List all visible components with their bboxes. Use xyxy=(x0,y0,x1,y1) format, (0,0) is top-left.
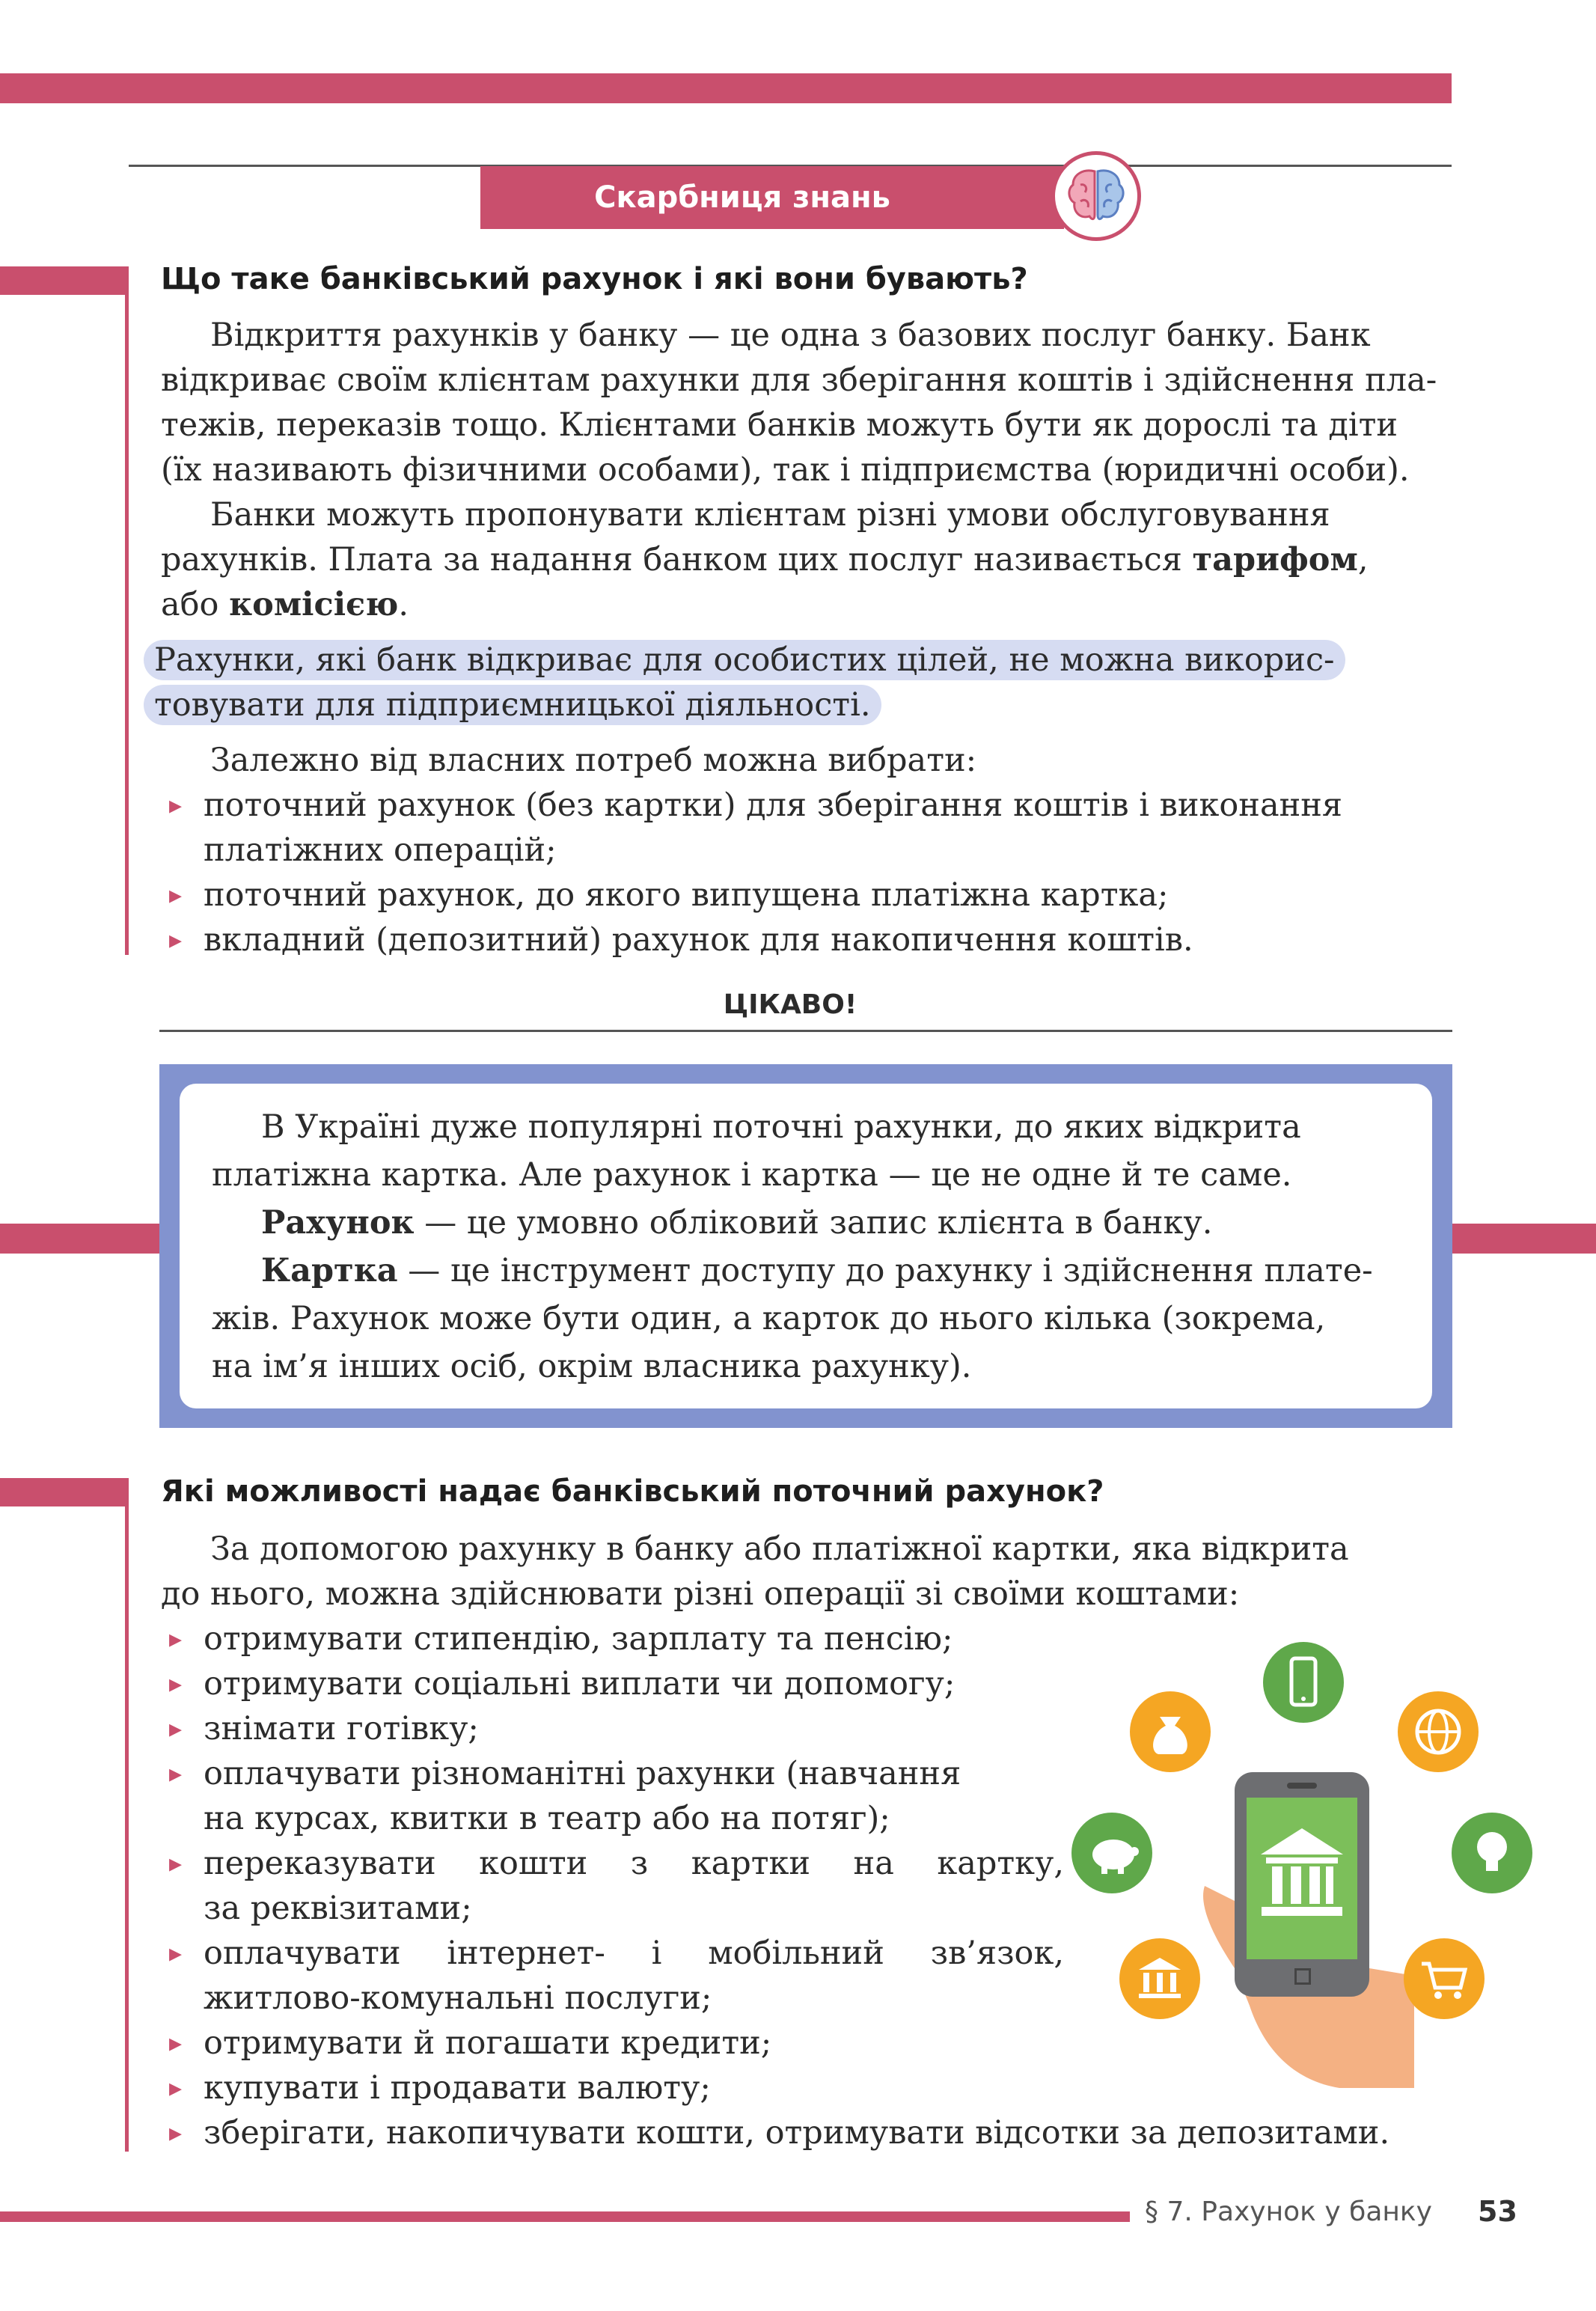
list-item-line: за реквізитами; xyxy=(204,1890,472,1927)
note-line xyxy=(212,1247,1404,1295)
list-item-line: ▸ оплачувати інтернет- і мобільний зв’язок, xyxy=(204,1935,1064,1972)
paragraph-accounts xyxy=(161,313,1448,627)
note-line xyxy=(212,1199,1404,1247)
text-span: , xyxy=(1357,541,1369,578)
highlighted-note xyxy=(144,638,1461,727)
brain-icon xyxy=(1051,151,1141,241)
list-item xyxy=(204,1751,1064,1841)
piggy-bank-icon xyxy=(1071,1813,1152,1893)
list-item: ▸ отримувати й погашати кредити; xyxy=(204,2021,1453,2066)
smartphone-icon xyxy=(1263,1642,1344,1723)
bank-building-icon xyxy=(1257,1825,1347,1922)
highlight-line: Рахунки, які банк відкриває для особистих цілей, не можна викорис- xyxy=(144,640,1345,680)
text-line xyxy=(161,582,1448,627)
list-item: ▸ купувати і продавати валюту; xyxy=(204,2066,1453,2110)
list-item: ▸ знімати готівку; xyxy=(204,1706,1453,1751)
text-span: рахунків. Плата за надання банком цих послуг називається xyxy=(161,541,1193,578)
top-accent-bar xyxy=(0,73,1452,103)
page-number: 53 xyxy=(1478,2195,1517,2228)
text-line: до нього, можна здійснювати різні операції зі своїми коштами: xyxy=(161,1575,1240,1613)
phone-speaker xyxy=(1287,1783,1317,1789)
bank-icon xyxy=(1119,1938,1200,2019)
footer-accent-bar xyxy=(0,2211,1130,2222)
note-line: жів. Рахунок може бути один, а карток до нього кілька (зокрема, xyxy=(212,1300,1326,1337)
term-commission: комісією xyxy=(229,586,399,623)
list-item-line: ▸ оплачувати різноманітні рахунки (навчання xyxy=(204,1755,961,1792)
section-heading: Які можливості надає банківський поточний рахунок? xyxy=(161,1474,1104,1509)
smartphone-device xyxy=(1235,1772,1369,1997)
text-line: відкриває своїм клієнтам рахунки для зберігання коштів і здійснення пла- xyxy=(161,361,1437,399)
text-span: . xyxy=(398,586,409,623)
list-item-line: на курсах, квитки в театр або на потяг); xyxy=(204,1800,890,1837)
section-heading: Що таке банківський рахунок і які вони бувають? xyxy=(161,262,1028,296)
section-tab xyxy=(0,266,129,295)
note-line: на ім’я інших осіб, окрім власника рахунку). xyxy=(212,1348,972,1385)
text-line xyxy=(161,537,1448,582)
phone-home-button xyxy=(1294,1968,1311,1985)
list-item-line: житлово-комунальні послуги; xyxy=(204,1979,712,2017)
list-item xyxy=(204,1931,1064,2021)
note-line: платіжна картка. Але рахунок і картка — це не одне й те саме. xyxy=(212,1156,1292,1194)
list-item: ▸ отримувати соціальні виплати чи допомогу; xyxy=(204,1661,1453,1706)
operations-intro xyxy=(161,1527,1448,1617)
text-line: Відкриття рахунків у банку — це одна з базових послуг банку. Банк xyxy=(210,317,1371,354)
list-item xyxy=(204,783,1453,873)
list-item xyxy=(204,1841,1064,1931)
list-item-line: платіжних операцій; xyxy=(204,831,557,869)
right-accent-bar xyxy=(1432,1224,1596,1254)
banking-illustration xyxy=(1063,1631,1541,2095)
globe-payment-icon xyxy=(1398,1691,1479,1772)
term-tariff: тарифом xyxy=(1192,541,1358,578)
choose-intro: Залежно від власних потреб можна вибрати: xyxy=(210,742,977,779)
text-span: — це умовно обліковий запис клієнта в банку. xyxy=(414,1204,1213,1242)
interesting-rule xyxy=(159,1030,1452,1032)
text-line: Банки можуть пропонувати клієнтам різні умови обслуговування xyxy=(210,496,1330,534)
banner-title: Скарбниця знань xyxy=(480,166,1064,229)
money-bag-icon xyxy=(1130,1691,1211,1772)
section-tab xyxy=(0,1478,129,1506)
list-item: ▸ вкладний (депозитний) рахунок для накопичення коштів. xyxy=(204,918,1453,962)
list-item: ▸ отримувати стипендію, зарплату та пенсію; xyxy=(204,1617,1453,1661)
left-accent-bar xyxy=(0,1224,180,1254)
shopping-cart-icon xyxy=(1404,1938,1485,2019)
section-line xyxy=(125,1478,129,2152)
note-text xyxy=(212,1103,1404,1390)
highlight-line: товувати для підприємницької діяльності. xyxy=(144,685,881,725)
text-line: (їх називають фізичними особами), так і підприємства (юридичні особи). xyxy=(161,451,1410,489)
text-span: — це інструмент доступу до рахунку і здійснення плате- xyxy=(397,1252,1373,1289)
term-card: Картка xyxy=(261,1252,398,1289)
list-item-line: ▸ переказувати кошти з картки на картку, xyxy=(204,1845,1064,1882)
lightbulb-icon xyxy=(1452,1813,1532,1893)
text-line: тежів, переказів тощо. Клієнтами банків можуть бути як дорослі та діти xyxy=(161,406,1398,444)
interesting-label: ЦІКАВО! xyxy=(723,989,857,1020)
term-account: Рахунок xyxy=(261,1204,415,1242)
text-line: За допомогою рахунку в банку або платіжної картки, яка відкрита xyxy=(210,1530,1349,1568)
list-item: ▸ зберігати, накопичувати кошти, отримувати відсотки за депозитами. xyxy=(204,2110,1476,2155)
footer-section-title: § 7. Рахунок у банку xyxy=(1145,2196,1432,2227)
section-line xyxy=(125,266,129,955)
note-line: В Україні дуже популярні поточні рахунки, до яких відкрита xyxy=(261,1108,1301,1146)
list-item: ▸ поточний рахунок, до якого випущена платіжна картка; xyxy=(204,873,1453,918)
list-item-line: ▸ поточний рахунок (без картки) для зберігання коштів і виконання xyxy=(204,787,1343,824)
text-span: або xyxy=(161,586,230,623)
